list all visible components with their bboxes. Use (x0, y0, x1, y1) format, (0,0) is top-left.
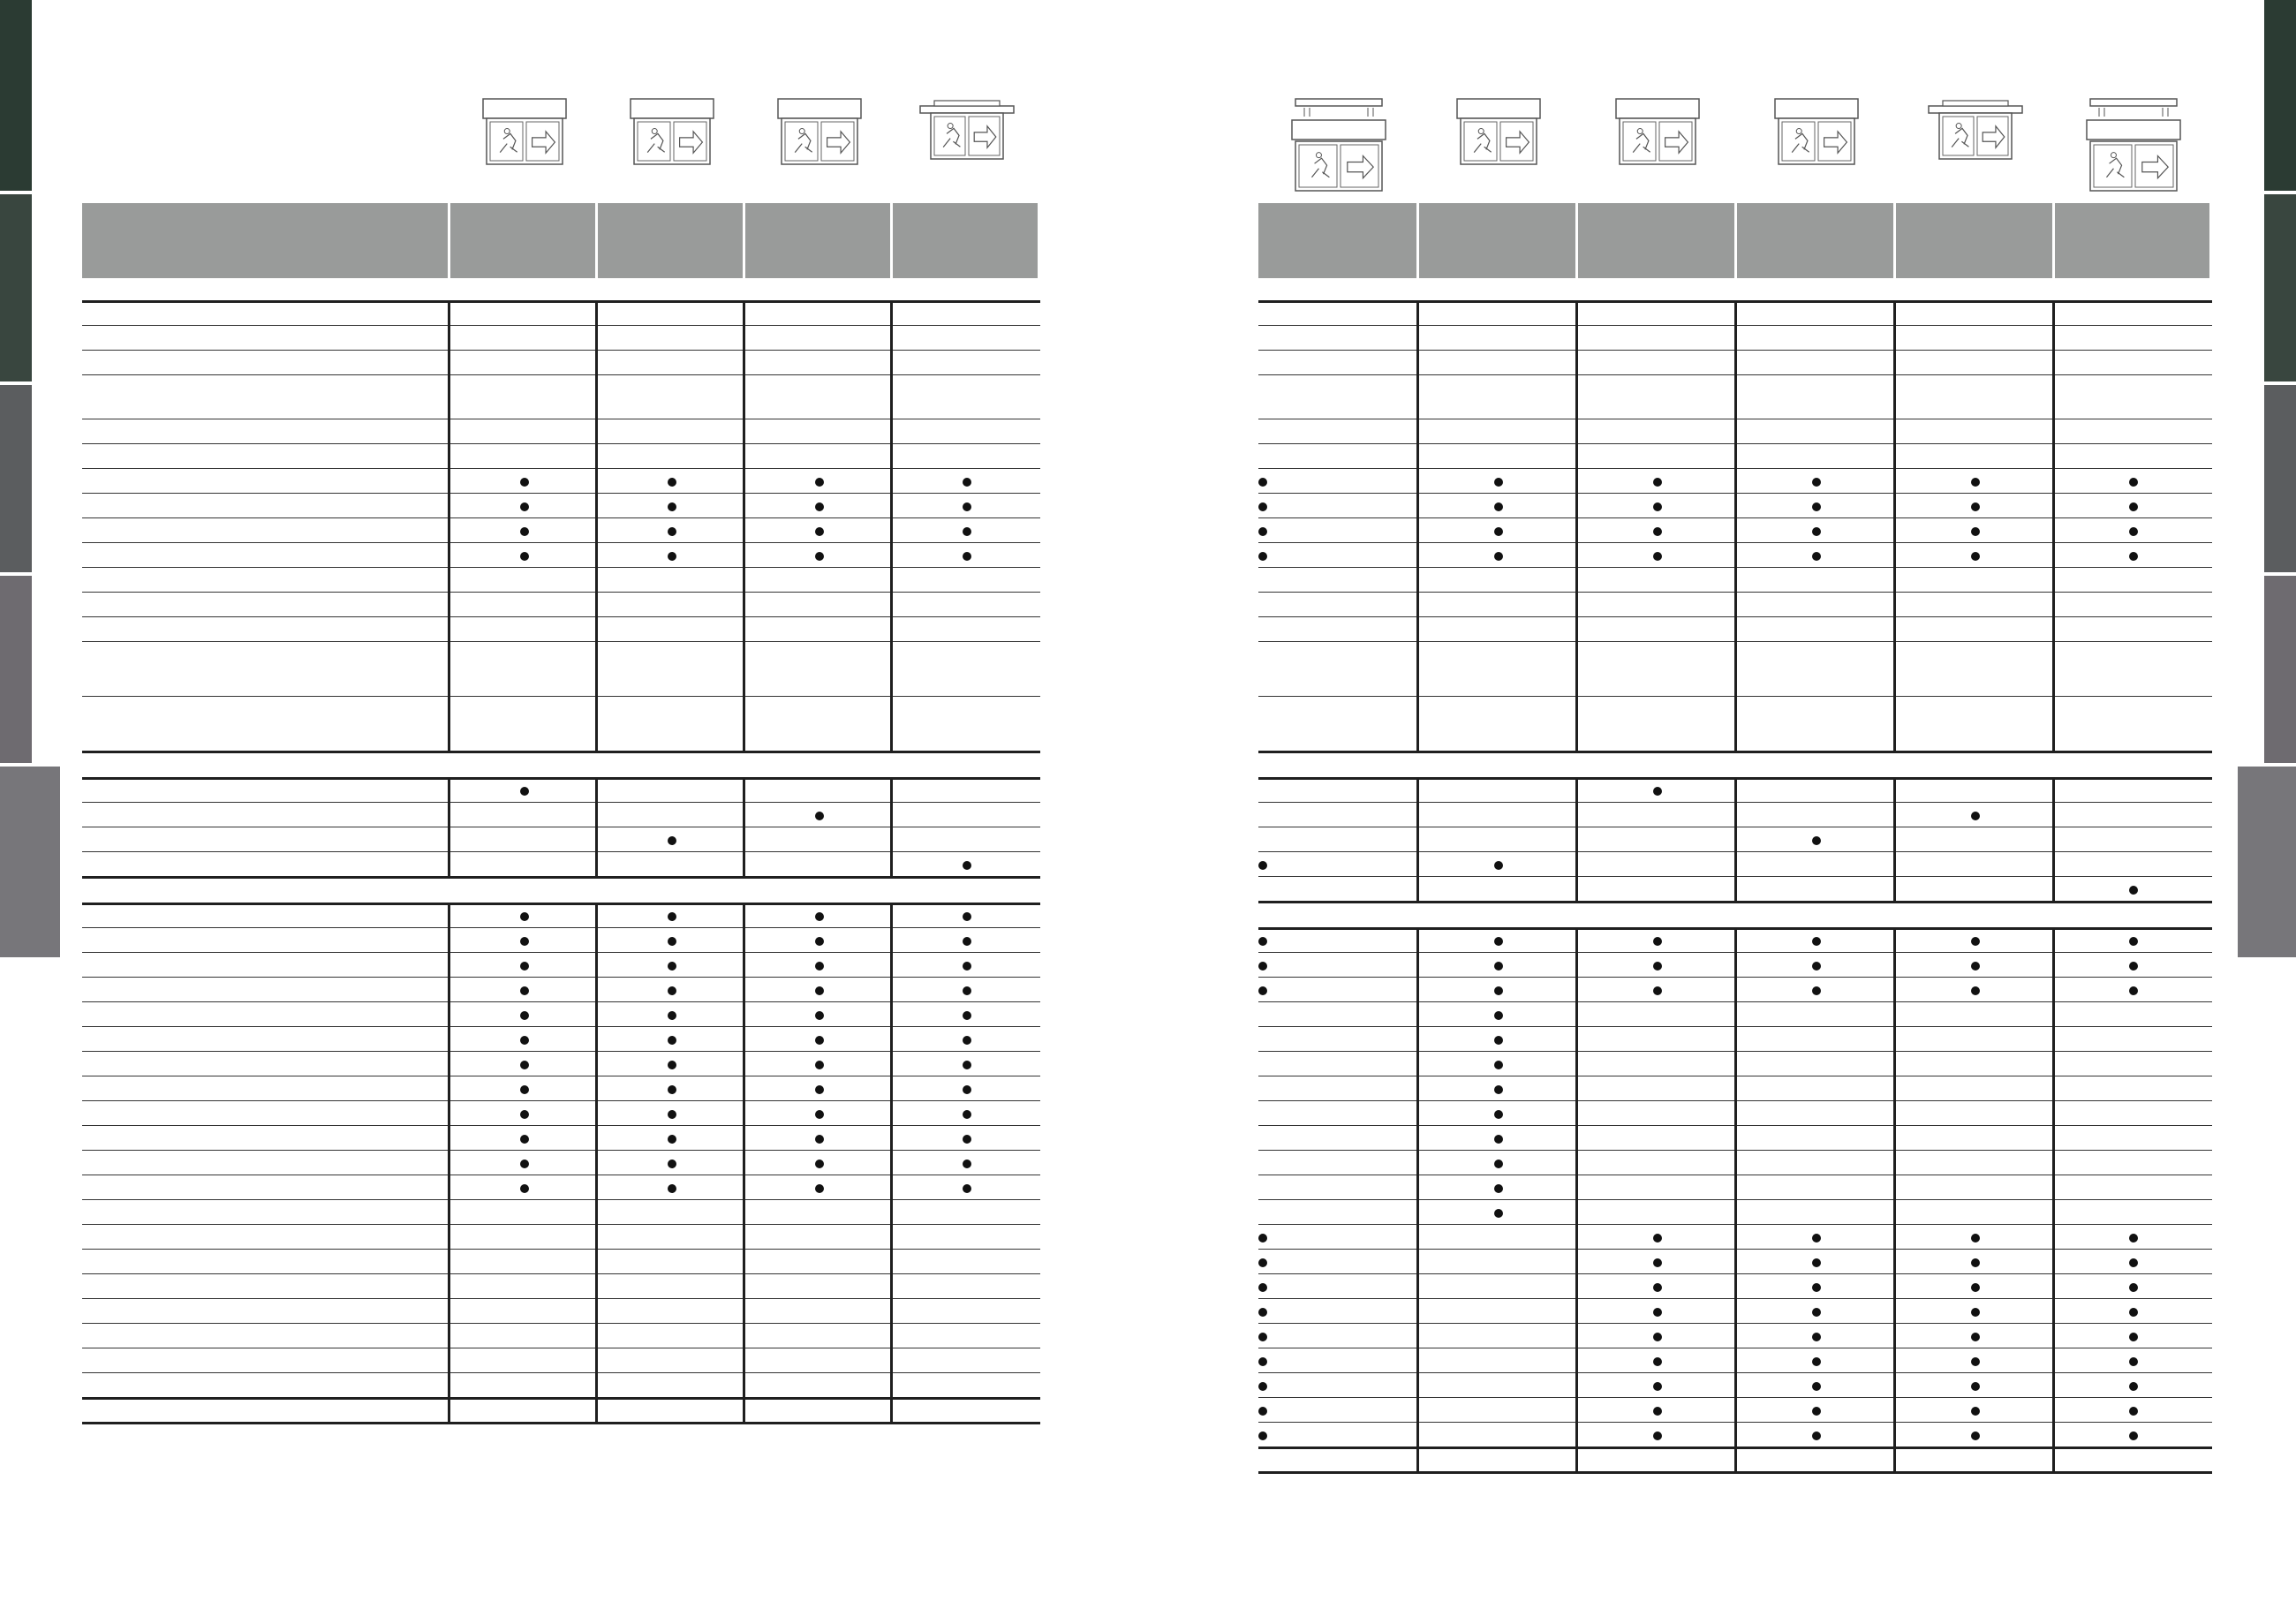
feature-dot (668, 1085, 676, 1094)
header-product-cell (1578, 203, 1734, 278)
feature-dot (1653, 986, 1662, 995)
feature-dot (815, 812, 824, 820)
feature-dot (2129, 478, 2138, 487)
feature-dot (815, 1061, 824, 1069)
feature-dot (963, 1184, 971, 1193)
feature-dot (668, 937, 676, 946)
column-rule (1575, 300, 1578, 753)
feature-dot (1494, 1159, 1503, 1168)
row-rule (82, 1150, 1040, 1151)
feature-dot (1971, 1333, 1980, 1341)
feature-dot (1812, 1333, 1821, 1341)
feature-dot (2129, 552, 2138, 561)
feature-dot (1971, 1258, 1980, 1267)
feature-dot (815, 1110, 824, 1119)
feature-dot (1494, 986, 1503, 995)
feature-dot (1812, 937, 1821, 946)
row-rule (82, 443, 1040, 444)
row-rule (82, 802, 1040, 803)
column-rule (448, 777, 450, 879)
feature-dot (520, 1085, 529, 1094)
feature-dot (1494, 962, 1503, 971)
right-spec-page (1258, 0, 2212, 1624)
feature-dot (2129, 1283, 2138, 1292)
row-rule (82, 751, 1040, 753)
feature-dot (520, 552, 529, 561)
row-rule (82, 493, 1040, 494)
feature-dot (2129, 1382, 2138, 1391)
column-rule (2052, 927, 2055, 1449)
feature-dot (668, 1135, 676, 1144)
feature-dot (2129, 937, 2138, 946)
row-rule (82, 851, 1040, 852)
feature-dot (520, 1011, 529, 1020)
feature-dot (1971, 502, 1980, 511)
feature-dot (1494, 1209, 1503, 1218)
column-rule (1575, 1446, 1578, 1474)
side-tab-left-1[interactable] (0, 0, 32, 191)
column-rule (2052, 1446, 2055, 1474)
feature-dot (1653, 1308, 1662, 1317)
feature-dot (520, 1159, 529, 1168)
row-rule (82, 1323, 1040, 1324)
feature-dot (1494, 1036, 1503, 1045)
feature-dot (1494, 1011, 1503, 1020)
side-tab-right-5-active[interactable] (2238, 767, 2296, 957)
row-rule (82, 1372, 1040, 1373)
feature-dot (1653, 502, 1662, 511)
header-product-cell (2055, 203, 2209, 278)
row-rule (82, 468, 1040, 469)
row-rule (82, 1298, 1040, 1299)
row-rule (82, 616, 1040, 617)
feature-dot (1812, 1234, 1821, 1243)
feature-dot (1971, 962, 1980, 971)
row-rule (82, 1224, 1040, 1225)
row-rule (82, 696, 1040, 697)
feature-dot (1258, 986, 1267, 995)
feature-dot (1971, 1407, 1980, 1416)
column-rule (1734, 777, 1737, 903)
feature-dot (815, 986, 824, 995)
row-rule (82, 517, 1040, 518)
column-rule (1893, 300, 1896, 753)
feature-dot (963, 861, 971, 870)
feature-dot (668, 1036, 676, 1045)
feature-dot (1812, 1407, 1821, 1416)
feature-dot (2129, 1357, 2138, 1366)
side-tab-left-5-active[interactable] (0, 767, 60, 957)
feature-dot (963, 986, 971, 995)
column-rule (595, 777, 598, 879)
row-rule (82, 542, 1040, 543)
feature-dot (1494, 478, 1503, 487)
feature-dot (520, 912, 529, 921)
column-rule (1416, 300, 1419, 753)
column-rule (743, 1397, 745, 1424)
header-product-cell (745, 203, 890, 278)
feature-dot (815, 1036, 824, 1045)
row-rule (82, 1051, 1040, 1052)
feature-dot (520, 478, 529, 487)
row-rule (82, 1026, 1040, 1027)
exit-sign-recessed-icon (1927, 97, 2024, 168)
feature-dot (1494, 937, 1503, 946)
left-spec-page (82, 0, 1040, 1624)
section-rule (82, 777, 1040, 780)
feature-dot (668, 1110, 676, 1119)
feature-dot (2129, 962, 2138, 971)
feature-dot (815, 912, 824, 921)
section-rule (82, 1397, 1040, 1400)
row-rule (82, 1249, 1040, 1250)
feature-dot (1971, 812, 1980, 820)
row-rule (82, 977, 1040, 978)
feature-dot (1258, 962, 1267, 971)
column-rule (1734, 1446, 1737, 1474)
feature-dot (1812, 478, 1821, 487)
feature-dot (963, 502, 971, 511)
header-product-cell (1896, 203, 2052, 278)
feature-dot (1812, 552, 1821, 561)
feature-dot (1812, 1431, 1821, 1440)
feature-dot (1653, 1357, 1662, 1366)
feature-dot (520, 962, 529, 971)
feature-dot (668, 478, 676, 487)
column-rule (1893, 777, 1896, 903)
feature-dot (1812, 962, 1821, 971)
feature-dot (668, 1159, 676, 1168)
feature-dot (815, 478, 824, 487)
feature-dot (1653, 1258, 1662, 1267)
feature-dot (1494, 1184, 1503, 1193)
row-rule (82, 325, 1040, 326)
exit-sign-surface-icon (1768, 97, 1865, 168)
exit-sign-surface-icon (476, 97, 573, 168)
column-rule (595, 1397, 598, 1424)
column-rule (2052, 300, 2055, 753)
row-rule (82, 374, 1040, 375)
feature-dot (1494, 527, 1503, 536)
header-product-cell (1419, 203, 1575, 278)
feature-dot (1258, 527, 1267, 536)
side-tab-left-2[interactable] (0, 194, 32, 381)
header-product-cell (1737, 203, 1893, 278)
feature-dot (2129, 1308, 2138, 1317)
feature-dot (963, 1011, 971, 1020)
feature-dot (1653, 937, 1662, 946)
feature-dot (1812, 1283, 1821, 1292)
feature-dot (1258, 1258, 1267, 1267)
feature-dot (815, 937, 824, 946)
feature-dot (815, 502, 824, 511)
feature-dot (1494, 1135, 1503, 1144)
feature-dot (1258, 1283, 1267, 1292)
feature-dot (1812, 1382, 1821, 1391)
feature-dot (2129, 1258, 2138, 1267)
feature-dot (520, 787, 529, 796)
feature-dot (2129, 886, 2138, 895)
feature-dot (963, 1085, 971, 1094)
feature-dot (1812, 1357, 1821, 1366)
side-tab-right-3[interactable] (2264, 385, 2296, 572)
feature-dot (1653, 787, 1662, 796)
feature-dot (1971, 1431, 1980, 1440)
feature-dot (1258, 552, 1267, 561)
feature-dot (1258, 502, 1267, 511)
left-table-header (82, 203, 1040, 278)
section-rule (82, 903, 1040, 905)
feature-dot (520, 1110, 529, 1119)
feature-dot (815, 1159, 824, 1168)
row-rule (82, 927, 1040, 928)
feature-dot (1812, 1308, 1821, 1317)
feature-dot (963, 1110, 971, 1119)
column-rule (448, 1397, 450, 1424)
feature-dot (668, 962, 676, 971)
feature-dot (1653, 1283, 1662, 1292)
feature-dot (1494, 1110, 1503, 1119)
header-product-cell (450, 203, 595, 278)
feature-dot (1812, 986, 1821, 995)
row-rule (82, 1001, 1040, 1002)
column-rule (743, 903, 745, 1400)
feature-dot (668, 836, 676, 845)
exit-sign-suspended-icon (1290, 97, 1387, 194)
column-rule (1416, 927, 1419, 1449)
feature-dot (1494, 861, 1503, 870)
feature-dot (963, 1036, 971, 1045)
feature-dot (1971, 1357, 1980, 1366)
side-tab-left-3[interactable] (0, 385, 32, 572)
feature-dot (520, 1061, 529, 1069)
row-rule (82, 1125, 1040, 1126)
feature-dot (1653, 1407, 1662, 1416)
feature-dot (520, 1184, 529, 1193)
feature-dot (1494, 502, 1503, 511)
feature-dot (2129, 1431, 2138, 1440)
column-rule (448, 300, 450, 753)
header-label-cell (1258, 203, 1416, 278)
feature-dot (1494, 1061, 1503, 1069)
column-rule (1416, 1446, 1419, 1474)
exit-sign-suspended-icon (2085, 97, 2182, 194)
column-rule (448, 903, 450, 1400)
header-product-cell (598, 203, 743, 278)
row-rule (82, 1422, 1040, 1424)
feature-dot (1258, 478, 1267, 487)
feature-dot (1258, 1234, 1267, 1243)
feature-dot (815, 1011, 824, 1020)
column-rule (2052, 777, 2055, 903)
feature-dot (520, 502, 529, 511)
feature-dot (1653, 962, 1662, 971)
header-label-cell (82, 203, 448, 278)
feature-dot (963, 1061, 971, 1069)
column-rule (743, 777, 745, 879)
feature-dot (815, 527, 824, 536)
exit-sign-surface-icon (771, 97, 868, 168)
side-tab-left-4[interactable] (0, 576, 32, 763)
feature-dot (1653, 1382, 1662, 1391)
row-rule (82, 1199, 1040, 1200)
feature-dot (1812, 527, 1821, 536)
feature-dot (668, 986, 676, 995)
feature-dot (2129, 1333, 2138, 1341)
feature-dot (1653, 1234, 1662, 1243)
header-product-cell (893, 203, 1038, 278)
row-rule (82, 1273, 1040, 1274)
feature-dot (2129, 1234, 2138, 1243)
column-rule (890, 1397, 893, 1424)
feature-dot (963, 478, 971, 487)
column-rule (1893, 1446, 1896, 1474)
exit-sign-recessed-icon (918, 97, 1016, 168)
side-tab-right-2[interactable] (2264, 194, 2296, 381)
row-rule (82, 1100, 1040, 1101)
exit-sign-surface-icon (1450, 97, 1547, 168)
row-rule (82, 350, 1040, 351)
feature-dot (1653, 1431, 1662, 1440)
feature-dot (520, 986, 529, 995)
feature-dot (1258, 861, 1267, 870)
column-rule (595, 300, 598, 753)
column-rule (595, 903, 598, 1400)
row-rule (82, 592, 1040, 593)
feature-dot (1494, 552, 1503, 561)
section-rule (82, 300, 1040, 303)
feature-dot (1258, 1357, 1267, 1366)
feature-dot (1812, 1258, 1821, 1267)
feature-dot (668, 502, 676, 511)
column-rule (890, 777, 893, 879)
column-rule (890, 300, 893, 753)
column-rule (1575, 777, 1578, 903)
feature-dot (668, 1184, 676, 1193)
feature-dot (1653, 527, 1662, 536)
feature-dot (668, 552, 676, 561)
feature-dot (668, 527, 676, 536)
feature-dot (1258, 1431, 1267, 1440)
feature-dot (1653, 1333, 1662, 1341)
feature-dot (1258, 937, 1267, 946)
feature-dot (815, 1085, 824, 1094)
feature-dot (520, 1135, 529, 1144)
feature-dot (520, 937, 529, 946)
feature-dot (1971, 478, 1980, 487)
column-rule (743, 300, 745, 753)
feature-dot (1653, 478, 1662, 487)
feature-dot (520, 527, 529, 536)
feature-dot (1971, 552, 1980, 561)
feature-dot (1971, 986, 1980, 995)
feature-dot (963, 1135, 971, 1144)
feature-dot (963, 962, 971, 971)
column-rule (1734, 300, 1737, 753)
feature-dot (1653, 552, 1662, 561)
exit-sign-surface-icon (1609, 97, 1706, 168)
feature-dot (1258, 1382, 1267, 1391)
feature-dot (815, 962, 824, 971)
feature-dot (963, 1159, 971, 1168)
feature-dot (2129, 986, 2138, 995)
feature-dot (668, 1061, 676, 1069)
feature-dot (1258, 1308, 1267, 1317)
feature-dot (963, 527, 971, 536)
feature-dot (1971, 1382, 1980, 1391)
feature-dot (2129, 527, 2138, 536)
row-rule (82, 641, 1040, 642)
right-table-header (1258, 203, 2212, 278)
feature-dot (1812, 836, 1821, 845)
exit-sign-surface-icon (623, 97, 721, 168)
row-rule (82, 876, 1040, 879)
feature-dot (668, 912, 676, 921)
column-rule (1734, 927, 1737, 1449)
row-rule (82, 952, 1040, 953)
feature-dot (1971, 1234, 1980, 1243)
feature-dot (668, 1011, 676, 1020)
feature-dot (520, 1036, 529, 1045)
column-rule (1416, 777, 1419, 903)
side-tab-right-1[interactable] (2264, 0, 2296, 191)
feature-dot (1971, 937, 1980, 946)
feature-dot (1258, 1407, 1267, 1416)
feature-dot (1971, 1308, 1980, 1317)
feature-dot (963, 552, 971, 561)
column-rule (890, 903, 893, 1400)
feature-dot (1971, 527, 1980, 536)
row-rule (82, 567, 1040, 568)
feature-dot (2129, 502, 2138, 511)
side-tab-right-4[interactable] (2264, 576, 2296, 763)
feature-dot (963, 937, 971, 946)
feature-dot (1971, 1283, 1980, 1292)
column-rule (1893, 927, 1896, 1449)
feature-dot (815, 1135, 824, 1144)
feature-dot (963, 912, 971, 921)
column-rule (1575, 927, 1578, 1449)
feature-dot (815, 1184, 824, 1193)
feature-dot (815, 552, 824, 561)
feature-dot (1494, 1085, 1503, 1094)
feature-dot (1812, 502, 1821, 511)
feature-dot (2129, 1407, 2138, 1416)
feature-dot (1258, 1333, 1267, 1341)
